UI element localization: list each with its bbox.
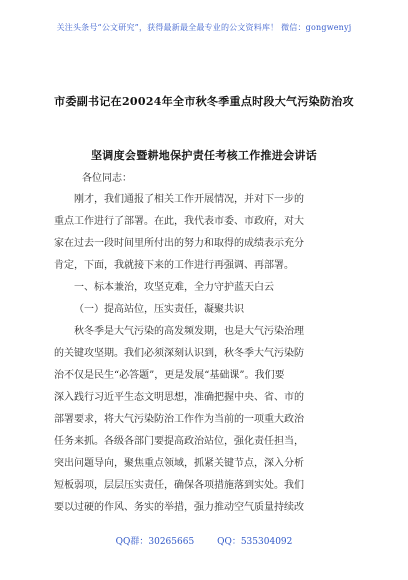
body-line: 秋冬季是大气污染的高发频发期，也是大气污染治理 [74, 326, 304, 337]
body-line: 深入践行习近平生态文明思想，准确把握中央、省、市的 [54, 392, 304, 403]
body-line: 肯定，下面，我就接下来的工作进行再强调、再部署。 [54, 260, 294, 271]
document-body [54, 189, 354, 519]
body-line: 家在过去一段时间里所付出的努力和取得的成绩表示充分 [54, 238, 304, 249]
body-line: 突出问题导向，聚焦重点领域，抓紧关键节点，深入分析 [54, 458, 304, 469]
section-heading: 一、标本兼治，攻坚克难，全力守护蓝天白云 [74, 282, 274, 293]
body-line: 部署要求，将大气污染防治工作作为当前的一项重大政治 [54, 414, 304, 425]
footer-qq-group: QQ群：30265665 [115, 537, 195, 547]
document-title-line-1: 市委副书记在20024年全市秋冬季重点时段大气污染防治攻 [54, 95, 354, 108]
subsection-heading: （一）提高站位，压实责任，凝聚共识 [74, 304, 244, 315]
document-title-line-2: 坚调度会暨耕地保护责任考核工作推进会讲话 [91, 149, 317, 162]
promo-header: 关注头条号“公文研究”，获得最新最全最专业的公文资料库！ 微信：gongwenyj [56, 23, 352, 32]
body-line: 短板弱项，层层压实责任，确保各项措施落到实处。我们 [54, 480, 304, 491]
body-line: 刚才，我们通报了相关工作开展情况，并对下一步的 [74, 194, 304, 205]
footer-contact [0, 534, 408, 547]
body-line: 的关键攻坚期。我们必须深刻认识到，秋冬季大气污染防 [54, 348, 304, 359]
footer-qq: QQ：535304092 [217, 537, 293, 547]
salutation: 各位同志： [82, 173, 132, 184]
body-line: 要以过硬的作风、务实的举措，强力推动空气质量持续改 [54, 502, 304, 513]
body-line: 任务来抓。各级各部门要提高政治站位，强化责任担当， [54, 436, 304, 447]
body-line: 重点工作进行了部署。在此，我代表市委、市政府，对大 [54, 216, 304, 227]
body-line: 治不仅是民生“必答题”，更是发展“基础课”。我们要 [54, 370, 285, 381]
